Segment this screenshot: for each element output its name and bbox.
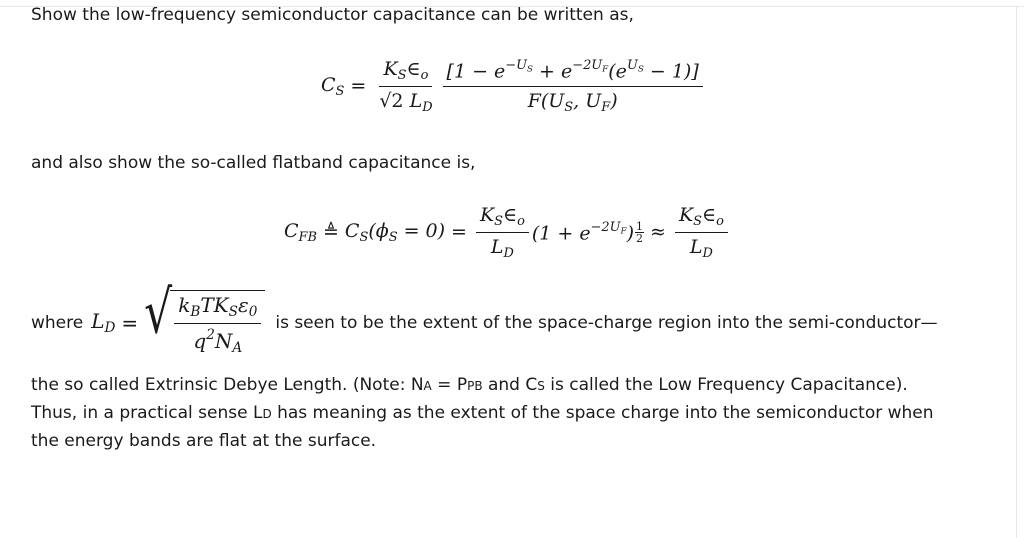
debye-length-definition [31,278,938,356]
page-right-border [1016,6,1017,538]
eq1-equals: = [350,75,367,98]
debye-fraction [174,293,261,356]
body-line-3: the energy bands are flat at the surface. [31,431,377,451]
eq2-cs-phi: $C_S(\phi_S = 0)$ [344,219,446,245]
eq2-lhs: $C_{FB}$ [284,219,317,245]
equation-cs [321,58,706,115]
eq2-power-term: $(1 + e^{-2U_F})$ $\frac{1}{2}$ [531,219,644,245]
debye-sqrt [144,278,265,356]
intro-text: Show the low-frequency semiconductor capacitance can be written as, [31,5,634,25]
where-equals: = [121,310,139,335]
body-line-1: the so called Extrinsic Debye Length. (Note: NA = PPB and CS is called the Low Frequency Capacitance). [31,375,908,395]
where-ld: $L_D$ [91,309,116,337]
eq2-equals: = [451,221,467,244]
eq2-frac-denominator: $L_D$ [490,235,514,261]
eq1-fraction-1 [375,58,436,115]
debye-denominator: $q^2N_A$ [193,327,243,356]
eq2-fraction [476,204,529,261]
sqrt-symbol: √ [144,278,173,348]
equation-cfb [284,204,731,261]
eq1-lhs: $C_S$ [321,73,345,99]
eq2-right-denominator: $L_D$ [689,235,713,261]
where-word: where [31,312,84,333]
flatband-intro-text: and also show the so-called flatband capacitance is, [31,153,476,173]
eq1-frac2-numerator: $[1 - e^{-U_S} + e^{-2U_F}(e^{U_S} - 1)]$ [443,58,703,86]
eq1-frac1-denominator: √2 $L_D$ [379,89,433,115]
where-tail: is seen to be the extent of the space-charge region into the semi-conductor— [275,312,938,333]
eq2-fraction-right [675,204,728,261]
eq1-fraction-2 [443,58,703,114]
eq1-frac2-denominator: $F(U_S$, $U_F$) [527,89,618,115]
eq2-def-symbol: ≜ [323,221,339,244]
debye-numerator: $k_BTK_S\varepsilon_0$ [174,293,261,324]
eq1-frac1-numerator: $K_S\in_o$ [379,58,432,87]
eq2-frac-numerator: $K_S\in_o$ [476,204,529,233]
eq2-right-numerator: $K_S\in_o$ [675,204,728,233]
body-line-2: Thus, in a practical sense LD has meaning as the extent of the space charge into the semiconductor when [31,403,934,423]
eq2-approx: ≈ [650,221,666,244]
